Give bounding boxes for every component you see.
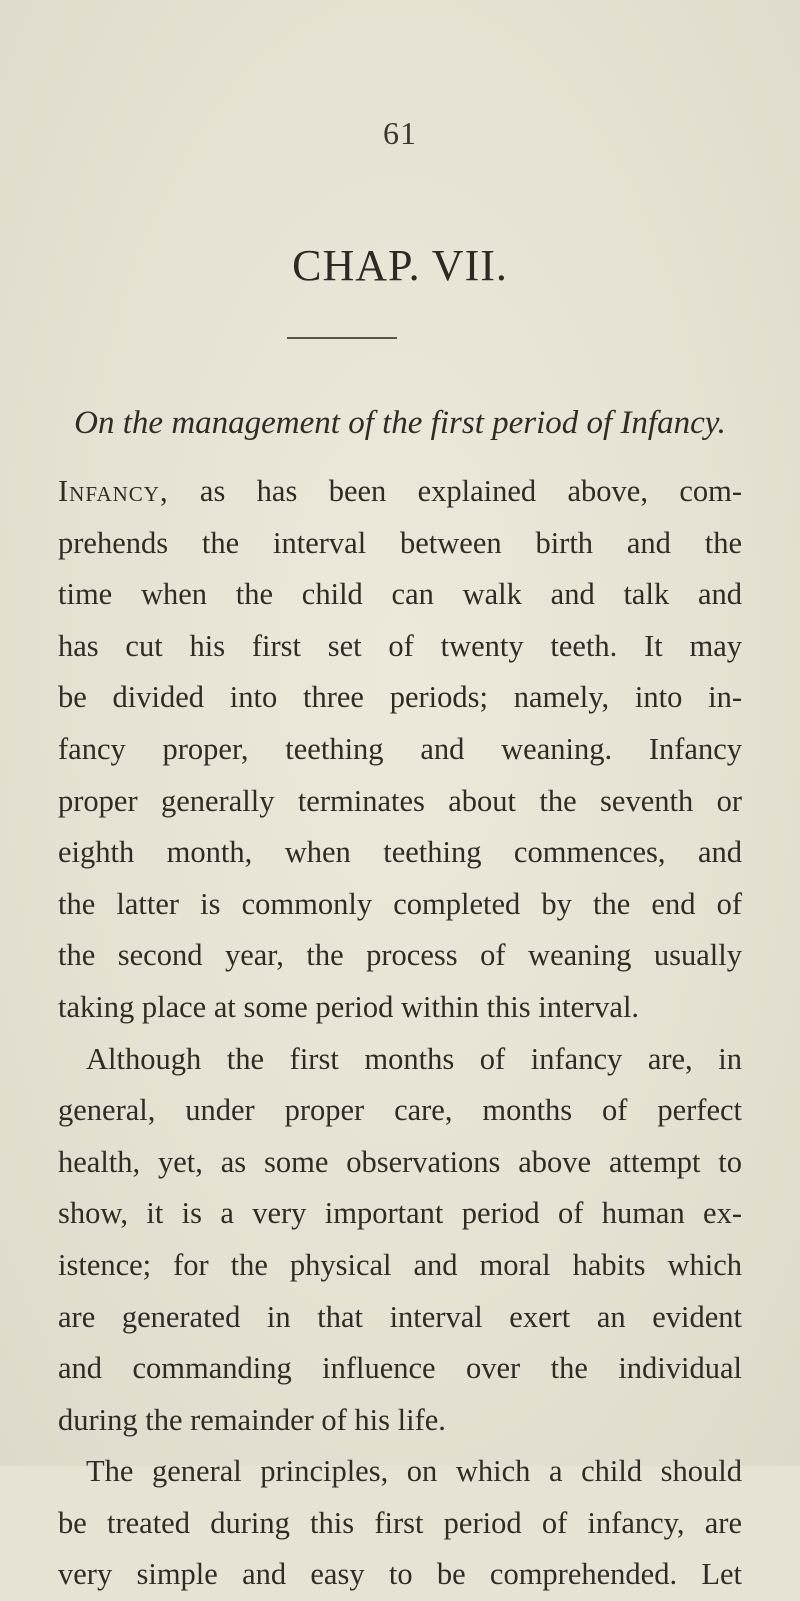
text-line-1 <box>58 466 742 518</box>
text-line-11: taking place at some period within this interval. <box>58 989 640 1024</box>
text-line-7: proper generally terminates about the seventh or <box>58 783 742 818</box>
text-line-19: during the remainder of his life. <box>58 1402 446 1437</box>
text-line-4: has cut his first set of twenty teeth. It may <box>58 628 742 663</box>
chapter-heading: CHAP. VII. <box>292 241 508 290</box>
text-line-2: prehends the interval between birth and the <box>58 525 742 560</box>
heading-divider <box>287 337 397 339</box>
text-line-17: are generated in that interval exert an evident <box>58 1299 742 1334</box>
text-line-16: istence; for the physical and moral habits which <box>58 1247 742 1282</box>
lead-word: Infancy, <box>58 474 169 508</box>
text-line-6: fancy proper, teething and weaning. Infancy <box>58 731 742 766</box>
text-line-15: show, it is a very important period of human ex- <box>58 1196 742 1231</box>
text-line-10: the second year, the process of weaning usually <box>58 938 742 973</box>
text-line-22: very simple and easy to be comprehended. Let <box>58 1557 742 1592</box>
text-line-9: the latter is commonly completed by the end of <box>58 886 742 921</box>
text-line-12: Although the first months of infancy are, in <box>86 1041 742 1076</box>
text-line-5: be divided into three periods; namely, into in- <box>58 680 742 715</box>
page-number: 61 <box>383 115 417 151</box>
text-line-3: time when the child can walk and talk and <box>58 577 742 612</box>
text-line-13: general, under proper care, months of perfect <box>58 1093 742 1128</box>
body-text <box>58 466 742 1601</box>
text-line-20: The general principles, on which a child should <box>86 1454 742 1489</box>
text-line-18: and commanding influence over the individual <box>58 1351 742 1386</box>
text-line-21: be treated during this first period of infancy, are <box>58 1505 742 1540</box>
chapter-subtitle: On the management of the first period of Infancy. <box>74 405 726 441</box>
text-line-14: health, yet, as some observations above attempt to <box>58 1144 742 1179</box>
text-line-8: eighth month, when teething commences, and <box>58 835 742 870</box>
text-line-1-rest: as has been explained above, com- <box>168 474 742 508</box>
